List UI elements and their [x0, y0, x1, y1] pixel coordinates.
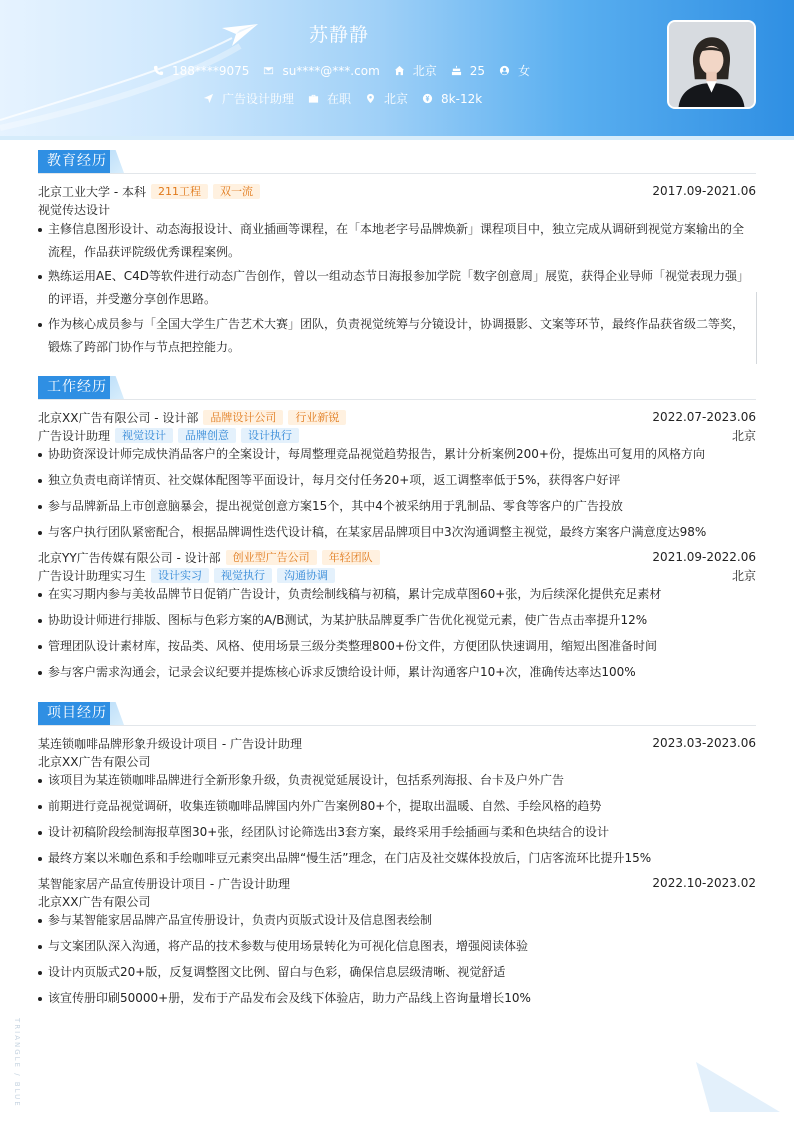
project-bullet: 参与某智能家居品牌产品宣传册设计，负责内页版式设计及信息图表绘制 [38, 909, 748, 932]
email-text: su****@***.com [282, 63, 380, 78]
role-tag: 沟通协调 [277, 568, 335, 583]
project-title: 某智能家居产品宣传册设计项目 - 广告设计助理 [38, 876, 290, 891]
email-info [263, 64, 379, 78]
city-text: 北京 [412, 64, 437, 78]
company-tag: 创业型广告公司 [226, 550, 317, 565]
work-bullet: 独立负责电商详情页、社交媒体配图等平面设计，每月交付任务20+项，返工调整率低于5%，获得客户好评 [38, 469, 748, 492]
role-tag: 视觉执行 [214, 568, 272, 583]
home-icon [394, 65, 405, 76]
project-entry [38, 734, 756, 752]
work-bullet: 协助资深设计师完成快消品客户的全案设计，每周整理竞品视觉趋势报告，累计分析案例200+份，提炼出可复用的风格方向 [38, 443, 748, 466]
role-tag: 品牌创意 [178, 428, 236, 443]
education-bullet: 主修信息图形设计、动态海报设计、商业插画等课程，在「本地老字号品牌焕新」课程项目中，独立完成从调研到视觉方案输出的全流程，作品获评院级优秀课程案例。 [38, 218, 748, 264]
work-date: 2022.07-2023.06 [652, 410, 756, 424]
briefcase-icon [308, 93, 319, 104]
work-city: 北京 [731, 428, 756, 443]
project-section-header [38, 702, 756, 726]
work-role-line [38, 566, 756, 584]
work-entry [38, 408, 756, 426]
divider-line [756, 292, 757, 364]
resume-header [0, 0, 794, 140]
project-bullet: 前期进行竞品视觉调研，收集连锁咖啡品牌国内外广告案例80+个，提取出温暖、自然、手绘风格的趋势 [38, 795, 748, 818]
major-name: 视觉传达设计 [38, 202, 111, 217]
project-org: 北京XX广告有限公司 [38, 894, 151, 909]
education-entry [38, 182, 756, 200]
work-city-info [365, 90, 408, 107]
money-icon [422, 93, 433, 104]
section-tab-decoration [110, 150, 124, 173]
work-bullet: 协助设计师进行排版、图标与色彩方案的A/B测试，为某护肤品牌夏季广告优化视觉元素，使广告点击率提升12% [38, 609, 748, 632]
profile-photo [667, 20, 756, 109]
education-date: 2017.09-2021.06 [652, 184, 756, 198]
project-bullet: 设计内页版式20+版，反复调整图文比例、留白与色彩，确保信息层级清晰、视觉舒适 [38, 961, 748, 984]
work-city: 北京 [731, 568, 756, 583]
project-bullet: 与文案团队深入沟通，将产品的技术参数与使用场景转化为可视化信息图表，增强阅读体验 [38, 935, 748, 958]
contact-row [153, 62, 544, 79]
role-name: 广告设计助理实习生 [38, 568, 147, 583]
project-bullet: 该宣传册印刷50000+册，发布于产品发布会及线下体验店，助力产品线上咨询量增长10% [38, 987, 748, 1010]
education-section-title: 教育经历 [38, 150, 110, 173]
email-icon [263, 65, 274, 76]
location-pin-icon [365, 93, 376, 104]
send-icon [203, 93, 214, 104]
work-city-text: 北京 [384, 92, 409, 106]
company-name: 北京XX广告有限公司 - 设计部 [38, 410, 199, 425]
role-tag: 设计实习 [151, 568, 209, 583]
work-bullet: 参与品牌新品上市创意脑暴会，提出视觉创意方案15个，其中4个被采纳用于乳制品、零食等客户的广告投放 [38, 495, 748, 518]
role-name: 广告设计助理 [38, 428, 111, 443]
education-bullet: 熟练运用AE、C4D等软件进行动态广告创作，曾以一组动态节日海报参加学院「数字创意周」展览，获得企业导师「视觉表现力强」的评语，并受邀分享创作思路。 [38, 265, 748, 311]
work-bullet: 参与客户需求沟通会，记录会议纪要并提炼核心诉求反馈给设计师，累计沟通客户10+次，准确传达率达100% [38, 661, 748, 684]
section-tab-decoration [110, 702, 124, 725]
phone-icon [153, 65, 164, 76]
school-name: 北京工业大学 - 本科 [38, 184, 146, 199]
project-title: 某连锁咖啡品牌形象升级设计项目 - 广告设计助理 [38, 736, 302, 751]
project-org: 北京XX广告有限公司 [38, 754, 151, 769]
project-org-line [38, 752, 756, 770]
salary-text: 8k-12k [441, 91, 483, 106]
project-date: 2023.03-2023.06 [652, 736, 756, 750]
work-entry [38, 548, 756, 566]
salary-info [422, 92, 482, 106]
project-entry [38, 874, 756, 892]
side-watermark: TRIANGLE / BLUE [13, 1018, 21, 1108]
project-section-title: 项目经历 [38, 702, 110, 725]
status-info [308, 90, 351, 107]
company-tag: 年轻团队 [322, 550, 380, 565]
intention-row [203, 90, 496, 107]
education-bullet: 作为核心成员参与「全国大学生广告艺术大赛」团队，负责视觉统筹与分镜设计，协调摄影、文案等环节，最终作品获省级二等奖，锻炼了跨部门协作与节点把控能力。 [38, 313, 748, 359]
project-org-line [38, 892, 756, 910]
project-bullet: 最终方案以米咖色系和手绘咖啡豆元素突出品牌“慢生活”理念，在门店及社交媒体投放后，门店客流环比提升15% [38, 847, 748, 870]
city-info [394, 62, 437, 79]
project-bullet: 该项目为某连锁咖啡品牌进行全新形象升级，负责视觉延展设计，包括系列海报、台卡及户外广告 [38, 769, 748, 792]
gender-info [499, 62, 530, 79]
age-text: 25 [469, 63, 486, 78]
work-bullet: 在实习期内参与美妆品牌节日促销广告设计，负责绘制线稿与初稿，累计完成草图60+张，为后续深化提供充足素材 [38, 583, 748, 606]
status-text: 在职 [327, 92, 352, 106]
work-bullet: 与客户执行团队紧密配合，根据品牌调性迭代设计稿，在某家居品牌项目中3次沟通调整主视觉，最终方案客户满意度达98% [38, 521, 748, 544]
work-date: 2021.09-2022.06 [652, 550, 756, 564]
school-tag: 双一流 [213, 184, 260, 199]
user-circle-icon [499, 65, 510, 76]
section-tab-decoration [110, 376, 124, 399]
corner-triangle-decoration [696, 1062, 780, 1112]
candidate-name: 苏静静 [309, 24, 370, 46]
work-section-title: 工作经历 [38, 376, 110, 399]
work-bullet: 管理团队设计素材库，按品类、风格、使用场景三级分类整理800+份文件，方便团队快速调用，缩短出图准备时间 [38, 635, 748, 658]
project-bullet: 设计初稿阶段绘制海报草图30+张，经团队讨论筛选出3套方案，最终采用手绘插画与柔和色块结合的设计 [38, 821, 748, 844]
work-section-header [38, 376, 756, 400]
company-tag: 行业新锐 [288, 410, 346, 425]
phone-info [153, 64, 249, 78]
education-major-line [38, 200, 756, 218]
role-tag: 设计执行 [241, 428, 299, 443]
company-name: 北京YY广告传媒有限公司 - 设计部 [38, 550, 221, 565]
company-tag: 品牌设计公司 [203, 410, 283, 425]
role-tag: 视觉设计 [115, 428, 173, 443]
gender-text: 女 [518, 64, 531, 78]
work-role-line [38, 426, 756, 444]
school-tag: 211工程 [151, 184, 208, 199]
education-section-header [38, 150, 756, 174]
age-info [451, 64, 485, 78]
phone-text: 188****9075 [172, 63, 250, 78]
project-date: 2022.10-2023.02 [652, 876, 756, 890]
job-target-info [203, 90, 294, 107]
job-target-text: 广告设计助理 [222, 92, 295, 106]
cake-icon [451, 65, 462, 76]
